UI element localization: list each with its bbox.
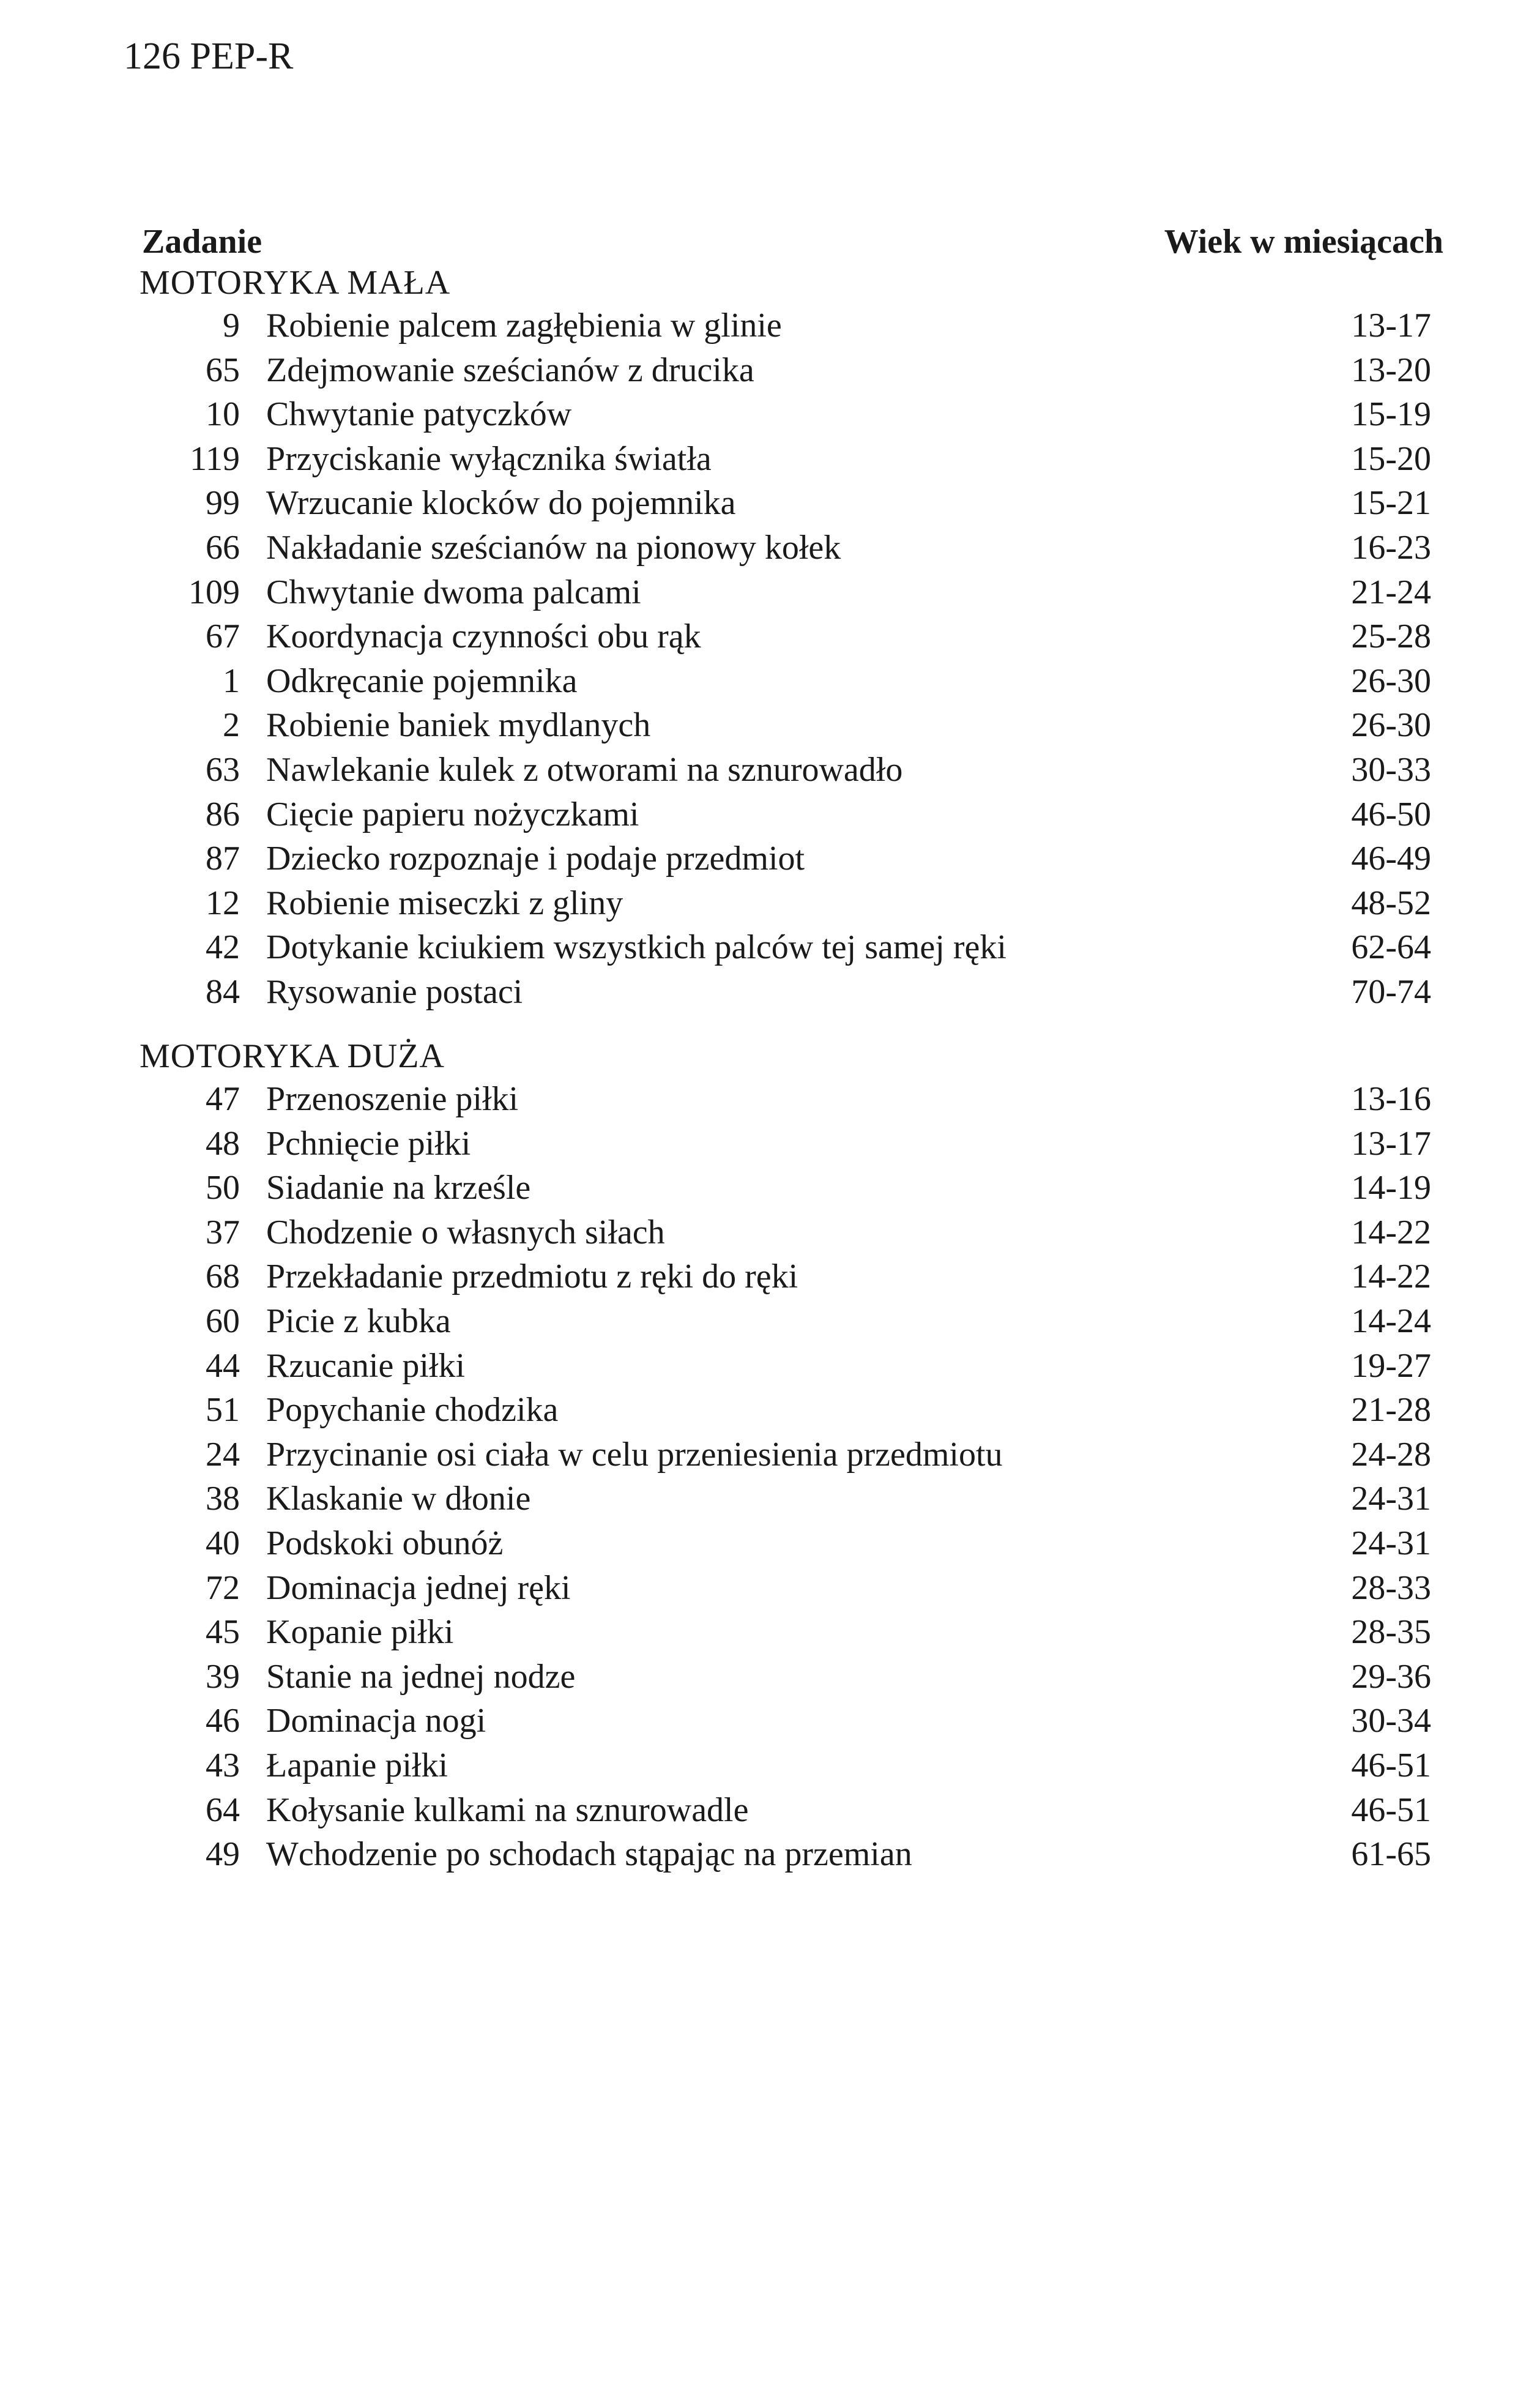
task-number: 46 <box>206 1702 240 1740</box>
age-range: 21-28 <box>1351 1391 1431 1430</box>
age-range: 28-35 <box>1351 1613 1431 1652</box>
task-name: Cięcie papieru nożyczkami <box>266 795 639 833</box>
task-number: 50 <box>206 1169 240 1207</box>
table-row <box>140 1344 1445 1389</box>
task-name: Przekładanie przedmiotu z ręki do ręki <box>266 1258 798 1296</box>
task-number: 109 <box>188 573 240 611</box>
table-row <box>140 392 1445 437</box>
task-number: 72 <box>206 1568 240 1607</box>
task-number: 42 <box>206 928 240 967</box>
table-row <box>140 526 1445 570</box>
task-number: 47 <box>206 1080 240 1118</box>
task-name: Wrzucanie klocków do pojemnika <box>266 484 736 523</box>
task-number: 67 <box>206 617 240 656</box>
task-name: Siadanie na krześle <box>266 1169 531 1207</box>
task-name: Łapanie piłki <box>266 1746 448 1784</box>
table-row <box>140 1521 1445 1566</box>
task-column-header: Zadanie <box>142 223 262 261</box>
table-row <box>140 703 1445 748</box>
task-name: Pchnięcie piłki <box>266 1124 471 1163</box>
age-range: 15-20 <box>1351 439 1431 478</box>
task-number: 1 <box>223 662 240 700</box>
age-range: 13-17 <box>1351 307 1431 345</box>
age-range: 25-28 <box>1351 617 1431 656</box>
age-range: 24-31 <box>1351 1524 1431 1562</box>
section-title: MOTORYKA MAŁA <box>140 264 451 302</box>
table-row <box>140 792 1445 837</box>
task-number: 9 <box>223 307 240 345</box>
age-column-header: Wiek w miesiącach <box>1164 223 1443 261</box>
task-name: Chodzenie o własnych siłach <box>266 1213 665 1251</box>
table-row <box>140 1254 1445 1299</box>
age-range: 24-28 <box>1351 1435 1431 1474</box>
age-range: 26-30 <box>1351 706 1431 745</box>
task-name: Wchodzenie po schodach stąpając na przemian <box>266 1835 912 1874</box>
table-row <box>140 659 1445 704</box>
table-row <box>140 1788 1445 1833</box>
age-range: 48-52 <box>1351 884 1431 922</box>
age-range: 14-22 <box>1351 1213 1431 1251</box>
rows <box>140 1077 1445 1877</box>
age-range: 29-36 <box>1351 1657 1431 1696</box>
table-header <box>142 217 1443 266</box>
table-row <box>140 1610 1445 1655</box>
task-name: Kopanie piłki <box>266 1613 454 1652</box>
age-range: 30-33 <box>1351 750 1431 789</box>
age-range: 13-17 <box>1351 1124 1431 1163</box>
task-name: Rysowanie postaci <box>266 972 523 1011</box>
task-number: 48 <box>206 1124 240 1163</box>
table-row <box>140 1122 1445 1166</box>
table-row <box>140 970 1445 1015</box>
task-number: 99 <box>206 484 240 523</box>
table-row <box>140 1743 1445 1788</box>
age-range: 46-51 <box>1351 1746 1431 1784</box>
age-range: 21-24 <box>1351 573 1431 611</box>
task-name: Stanie na jednej nodze <box>266 1657 576 1696</box>
task-name: Robienie palcem zagłębienia w glinie <box>266 307 782 345</box>
task-number: 24 <box>206 1435 240 1474</box>
task-name: Klaskanie w dłonie <box>266 1480 531 1518</box>
task-name: Robienie baniek mydlanych <box>266 706 651 745</box>
task-name: Przyciskanie wyłącznika światła <box>266 439 712 478</box>
task-name: Picie z kubka <box>266 1302 451 1340</box>
table-row <box>140 1077 1445 1122</box>
table-row <box>140 1655 1445 1699</box>
task-number: 66 <box>206 528 240 567</box>
task-number: 45 <box>206 1613 240 1652</box>
age-range: 15-19 <box>1351 395 1431 434</box>
task-number: 86 <box>206 795 240 833</box>
table-row <box>140 748 1445 792</box>
age-range: 13-20 <box>1351 351 1431 389</box>
task-number: 10 <box>206 395 240 434</box>
task-name: Koordynacja czynności obu rąk <box>266 617 701 656</box>
table-row <box>140 1210 1445 1255</box>
task-name: Robienie miseczki z gliny <box>266 884 623 922</box>
table-row <box>140 881 1445 926</box>
task-name: Chwytanie patyczków <box>266 395 572 434</box>
age-range: 14-22 <box>1351 1258 1431 1296</box>
section-title: MOTORYKA DUŻA <box>140 1037 445 1075</box>
age-range: 16-23 <box>1351 528 1431 567</box>
table-row <box>140 1566 1445 1611</box>
task-name: Nawlekanie kulek z otworami na sznurowadło <box>266 750 903 789</box>
page-header: 126 PEP-R <box>124 35 294 77</box>
task-name: Dominacja jednej ręki <box>266 1568 571 1607</box>
age-range: 62-64 <box>1351 928 1431 967</box>
task-name: Dotykanie kciukiem wszystkich palców tej samej ręki <box>266 928 1006 967</box>
task-number: 12 <box>206 884 240 922</box>
task-number: 87 <box>206 840 240 878</box>
age-range: 24-31 <box>1351 1480 1431 1518</box>
task-name: Dominacja nogi <box>266 1702 486 1740</box>
section-gross-motor <box>140 1037 1445 1877</box>
age-range: 26-30 <box>1351 662 1431 700</box>
table-row <box>140 1699 1445 1743</box>
table-row <box>140 348 1445 393</box>
task-number: 38 <box>206 1480 240 1518</box>
age-range: 14-19 <box>1351 1169 1431 1207</box>
task-name: Popychanie chodzika <box>266 1391 559 1430</box>
section-fine-motor <box>140 263 1445 1015</box>
age-range: 15-21 <box>1351 484 1431 523</box>
table-row <box>140 1299 1445 1344</box>
age-range: 19-27 <box>1351 1346 1431 1385</box>
table-row <box>140 614 1445 659</box>
task-name: Chwytanie dwoma palcami <box>266 573 641 611</box>
age-range: 46-51 <box>1351 1791 1431 1829</box>
table-row <box>140 481 1445 526</box>
table-row <box>140 925 1445 970</box>
task-number: 65 <box>206 351 240 389</box>
task-number: 39 <box>206 1657 240 1696</box>
table-row <box>140 304 1445 348</box>
table-row <box>140 1433 1445 1477</box>
table-row <box>140 570 1445 615</box>
task-number: 84 <box>206 972 240 1011</box>
table-row <box>140 1477 1445 1521</box>
task-number: 49 <box>206 1835 240 1874</box>
task-number: 60 <box>206 1302 240 1340</box>
table-row <box>140 837 1445 881</box>
task-number: 51 <box>206 1391 240 1430</box>
task-name: Przycinanie osi ciała w celu przeniesienia przedmiotu <box>266 1435 1003 1474</box>
task-name: Zdejmowanie sześcianów z drucika <box>266 351 754 389</box>
task-name: Odkręcanie pojemnika <box>266 662 578 700</box>
age-range: 61-65 <box>1351 1835 1431 1874</box>
age-range: 46-49 <box>1351 840 1431 878</box>
table-row <box>140 1166 1445 1210</box>
task-number: 119 <box>190 439 240 478</box>
task-number: 64 <box>206 1791 240 1829</box>
task-number: 2 <box>223 706 240 745</box>
task-name: Rzucanie piłki <box>266 1346 466 1385</box>
age-range: 30-34 <box>1351 1702 1431 1740</box>
age-range: 13-16 <box>1351 1080 1431 1118</box>
table-row <box>140 437 1445 482</box>
task-number: 63 <box>206 750 240 789</box>
task-number: 43 <box>206 1746 240 1784</box>
task-number: 37 <box>206 1213 240 1251</box>
rows <box>140 304 1445 1015</box>
task-name: Podskoki obunóż <box>266 1524 504 1562</box>
table-row <box>140 1388 1445 1433</box>
task-name: Przenoszenie piłki <box>266 1080 519 1118</box>
age-range: 14-24 <box>1351 1302 1431 1340</box>
age-range: 28-33 <box>1351 1568 1431 1607</box>
task-name: Dziecko rozpoznaje i podaje przedmiot <box>266 840 805 878</box>
task-name: Nakładanie sześcianów na pionowy kołek <box>266 528 841 567</box>
age-range: 46-50 <box>1351 795 1431 833</box>
task-number: 40 <box>206 1524 240 1562</box>
task-number: 68 <box>206 1258 240 1296</box>
task-number: 44 <box>206 1346 240 1385</box>
age-range: 70-74 <box>1351 972 1431 1011</box>
task-name: Kołysanie kulkami na sznurowadle <box>266 1791 749 1829</box>
table-row <box>140 1832 1445 1877</box>
